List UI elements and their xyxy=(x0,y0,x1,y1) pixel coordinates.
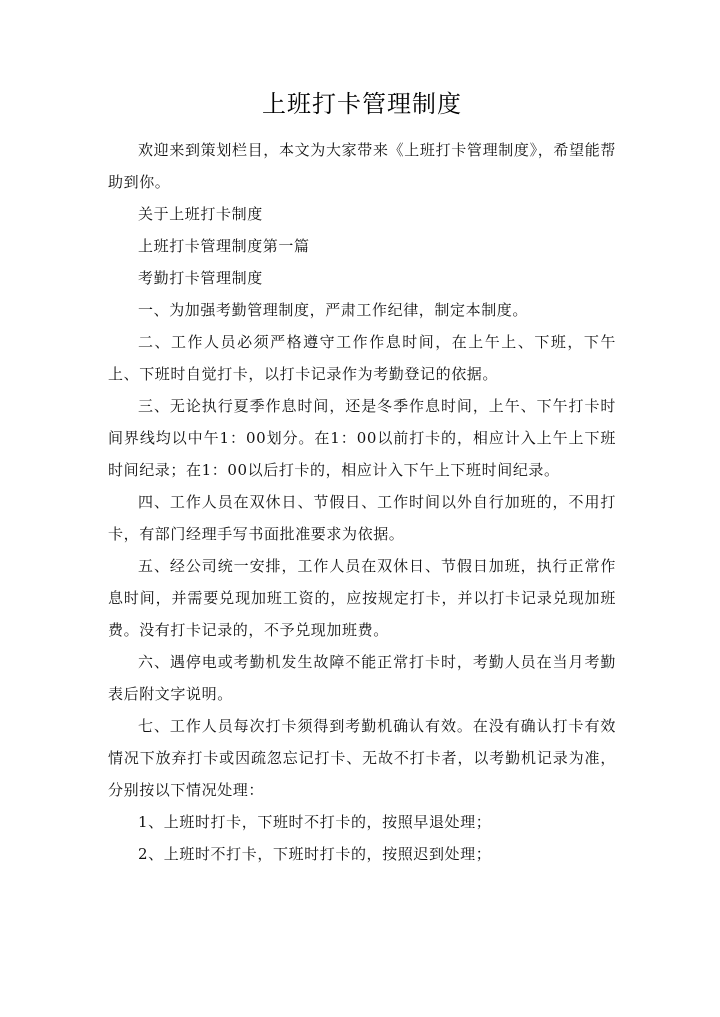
paragraph-rule-7: 七、工作人员每次打卡须得到考勤机确认有效。在没有确认打卡有效情况下放弃打卡或因疏忽忘记打卡、无故不打卡者，以考勤机记录为准，分别按以下情况处理： xyxy=(108,717,616,799)
paragraph-rule-4: 四、工作人员在双休日、节假日、工作时间以外自行加班的，不用打卡，有部门经理手写书面批准要求为依据。 xyxy=(108,493,616,543)
paragraph-rule-5: 五、经公司统一安排，工作人员在双休日、节假日加班，执行正常作息时间，并需要兑现加班工资的，应按规定打卡，并以打卡记录兑现加班费。没有打卡记录的，不予兑现加班费。 xyxy=(108,557,616,639)
document-body xyxy=(108,134,616,870)
paragraph-intro: 欢迎来到策划栏目，本文为大家带来《上班打卡管理制度》，希望能帮助到你。 xyxy=(108,141,616,191)
paragraph-item-2: 2、上班时不打卡，下班时打卡的，按照迟到处理； xyxy=(138,845,492,863)
paragraph-rule-2: 二、工作人员必须严格遵守工作作息时间，在上午上、下班，下午上、下班时自觉打卡，以打卡记录作为考勤登记的依据。 xyxy=(108,333,616,383)
document-title: 上班打卡管理制度 xyxy=(262,90,462,118)
paragraph-item-1: 1、上班时打卡，下班时不打卡的，按照早退处理； xyxy=(138,813,492,831)
paragraph-rule-6: 六、遇停电或考勤机发生故障不能正常打卡时，考勤人员在当月考勤表后附文字说明。 xyxy=(108,653,616,703)
paragraph-rule-3: 三、无论执行夏季作息时间，还是冬季作息时间，上午、下午打卡时间界线均以中午1：00划分。在1：00以前打卡的，相应计入上午上下班时间纪录；在1：00以后打卡的，相应计入下午上下班时间纪录。 xyxy=(108,397,616,479)
paragraph-part-one: 上班打卡管理制度第一篇 xyxy=(138,237,310,255)
paragraph-subtitle: 考勤打卡管理制度 xyxy=(138,269,263,287)
paragraph-rule-1: 一、为加强考勤管理制度，严肃工作纪律，制定本制度。 xyxy=(138,301,529,319)
paragraph-about: 关于上班打卡制度 xyxy=(138,205,263,223)
